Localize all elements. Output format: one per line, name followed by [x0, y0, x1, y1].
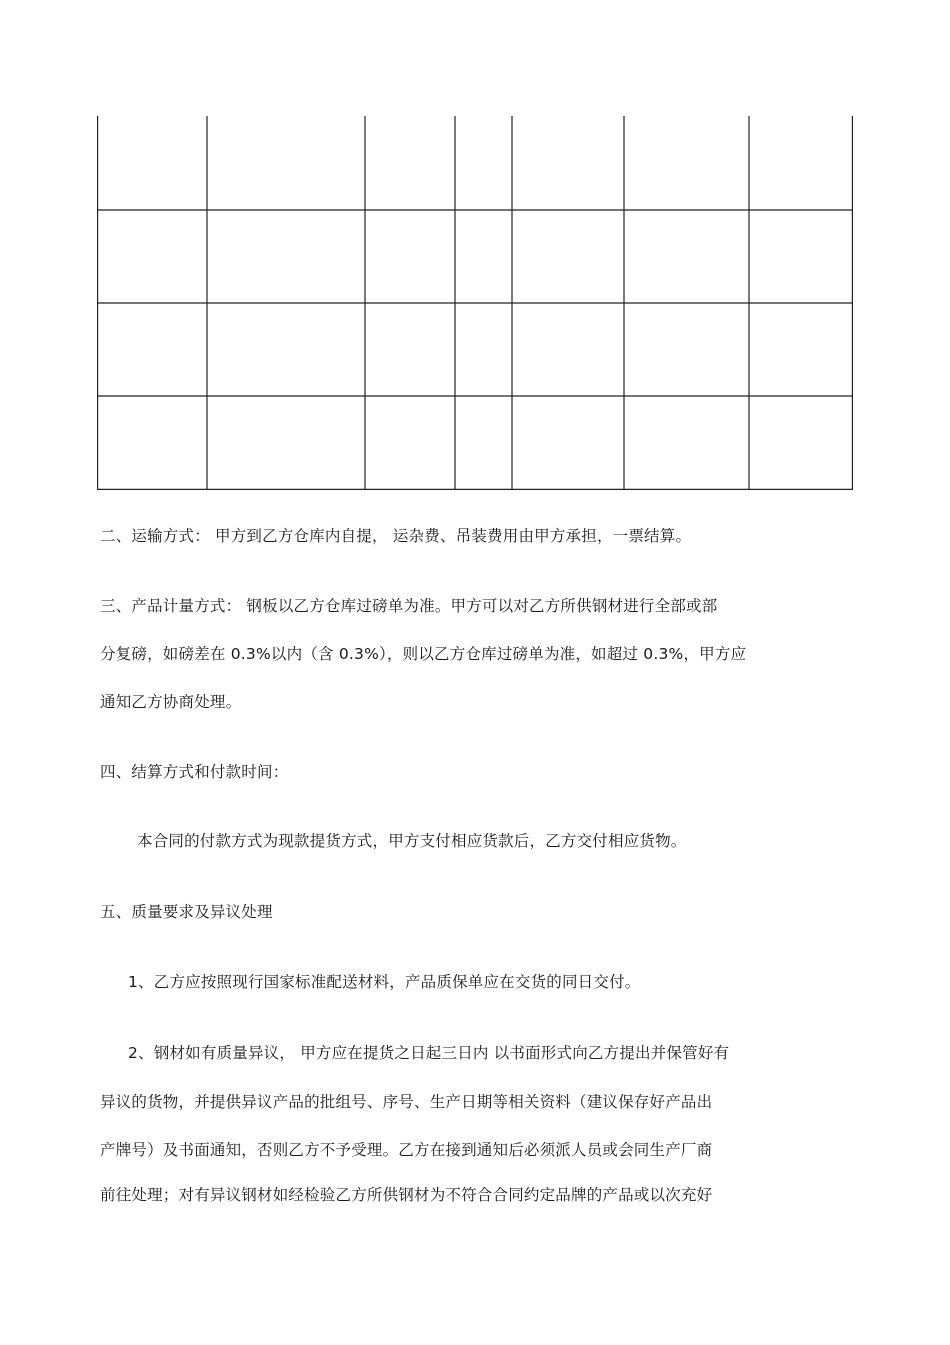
quality-item-2-line-4: 前往处理；对有异议钢材如经检验乙方所供钢材为不符合合同约定品牌的产品或以次充好 [100, 1186, 713, 1204]
measurement-clause-line-2: 分复磅，如磅差在 0.3%以内（含 0.3%），则以乙方仓库过磅单为准，如超过 0.3%，甲方应 [100, 645, 747, 663]
table-grid [97, 116, 853, 490]
contract-table [97, 116, 853, 490]
quality-item-2-line-2: 异议的货物，并提供异议产品的批组号、序号、生产日期等相关资料（建议保存好产品出 [100, 1093, 713, 1111]
measurement-clause-line-1: 三、产品计量方式： 钢板以乙方仓库过磅单为准。甲方可以对乙方所供钢材进行全部或部 [100, 597, 718, 615]
quality-heading: 五、质量要求及异议处理 [100, 903, 273, 921]
settlement-heading: 四、结算方式和付款时间： [100, 763, 289, 781]
settlement-text: 本合同的付款方式为现款提货方式，甲方支付相应货款后，乙方交付相应货物。 [137, 832, 687, 850]
measurement-clause-line-3: 通知乙方协商处理。 [100, 693, 242, 711]
transport-clause: 二、运输方式： 甲方到乙方仓库内自提， 运杂费、吊装费用由甲方承担，一票结算。 [100, 527, 692, 545]
quality-item-2-line-3: 产牌号）及书面通知，否则乙方不予受理。乙方在接到通知后必须派人员或会同生产厂商 [100, 1141, 713, 1159]
quality-item-2-line-1: 2、钢材如有质量异议， 甲方应在提货之日起三日内 以书面形式向乙方提出并保管好有 [128, 1044, 730, 1062]
quality-item-1: 1、乙方应按照现行国家标准配送材料，产品质保单应在交货的同日交付。 [128, 973, 641, 991]
